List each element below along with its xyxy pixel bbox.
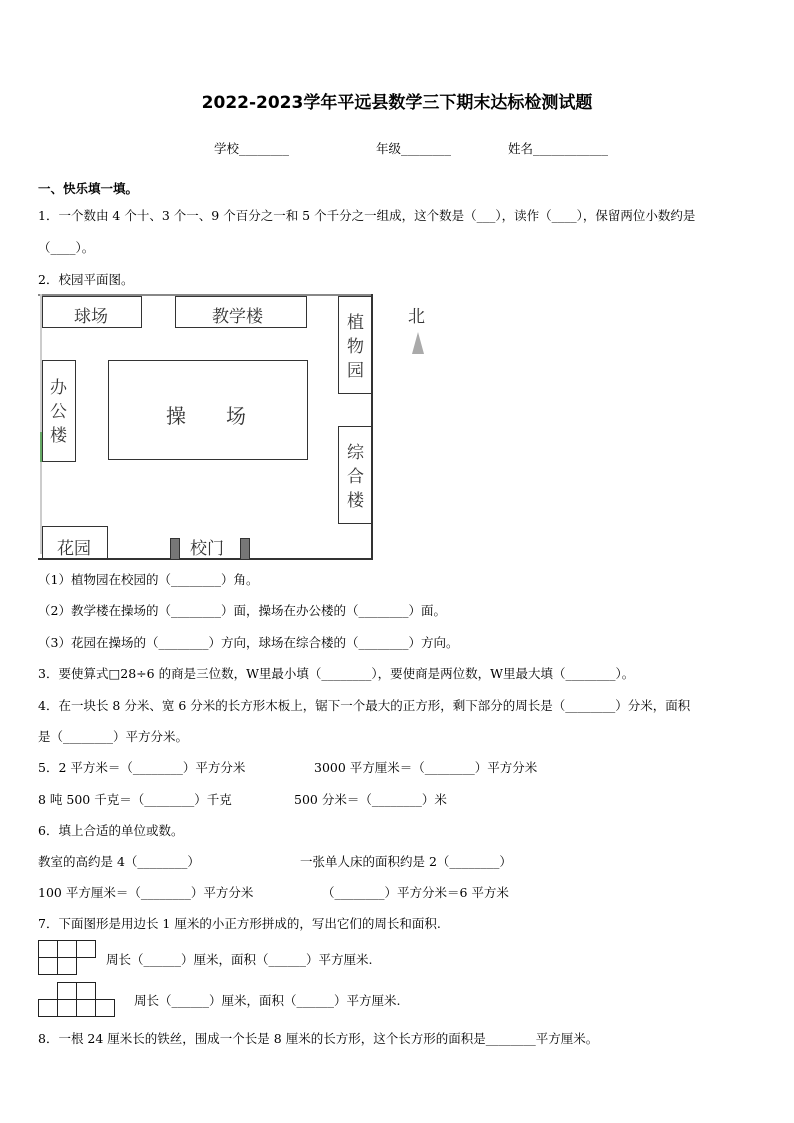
question-2-2: （2）教学楼在操场的（________）面，操场在办公楼的（________）面。 bbox=[38, 603, 446, 618]
question-5-c: 8 吨 500 千克＝（________）千克 bbox=[38, 792, 232, 807]
question-3: 3．要使算式□28÷6 的商是三位数，W里最小填（________），要使商是两位数，W里最大填（________）。 bbox=[38, 666, 635, 681]
question-8: 8．一根 24 厘米长的铁丝，围成一个长是 8 厘米的长方形，这个长方形的面积是________平方厘米。 bbox=[38, 1031, 599, 1046]
school-field: 学校________ bbox=[214, 141, 290, 156]
question-6-b: 一张单人床的面积约是 2（________） bbox=[300, 854, 512, 869]
question-4-line-1: 4．在一块长 8 分米、宽 6 分米的长方形木板上，锯下一个最大的正方形，剩下部分的周长是（________）分米，面积 bbox=[38, 698, 691, 713]
question-6-c: 100 平方厘米＝（________）平方分米 bbox=[38, 885, 254, 900]
north-label: 北 bbox=[408, 307, 425, 327]
grade-field: 年级________ bbox=[376, 141, 452, 156]
court-label: 球场 bbox=[74, 307, 108, 327]
question-5-b: 3000 平方厘米＝（________）平方分米 bbox=[314, 760, 538, 775]
playground-label: 操 场 bbox=[166, 404, 246, 428]
teaching-building-label: 教学楼 bbox=[212, 307, 263, 327]
campus-map bbox=[38, 294, 448, 562]
question-6: 6．填上合适的单位或数。 bbox=[38, 823, 184, 838]
gate-label: 校门 bbox=[190, 539, 224, 559]
question-6-d: （________）平方分米＝6 平方米 bbox=[322, 885, 509, 900]
page-title: 2022-2023学年平远县数学三下期末达标检测试题 bbox=[201, 93, 593, 113]
botanical-garden-label: 植物园 bbox=[347, 313, 364, 381]
gate-post-left bbox=[170, 538, 180, 560]
question-6-a: 教室的高约是 4（________） bbox=[38, 854, 200, 869]
question-7-b: 周长（______）厘米，面积（______）平方厘米. bbox=[134, 993, 401, 1008]
office-building-label: 办公楼 bbox=[50, 378, 67, 446]
question-5-d: 500 分米＝（________）米 bbox=[294, 792, 447, 807]
question-7: 7．下面图形是用边长 1 厘米的小正方形拼成的，写出它们的周长和面积. bbox=[38, 916, 441, 931]
question-4-line-2: 是（________）平方分米。 bbox=[38, 729, 189, 744]
name-field: 姓名____________ bbox=[508, 141, 609, 156]
section-heading: 一、快乐填一填。 bbox=[38, 181, 139, 196]
north-arrow-icon bbox=[412, 332, 424, 354]
question-7-a: 周长（______）厘米，面积（______）平方厘米. bbox=[106, 952, 373, 967]
complex-building-label: 综合楼 bbox=[347, 443, 364, 511]
question-1-line-1: 1．一个数由 4 个十、3 个一、9 个百分之一和 5 个千分之一组成，这个数是（___），读作（____），保留两位小数约是 bbox=[38, 208, 696, 223]
question-5-a: 5．2 平方米＝（________）平方分米 bbox=[38, 760, 246, 775]
question-2: 2．校园平面图。 bbox=[38, 272, 134, 287]
garden-label: 花园 bbox=[57, 539, 91, 559]
question-2-3: （3）花园在操场的（________）方向，球场在综合楼的（________）方向。 bbox=[38, 635, 459, 650]
question-2-1: （1）植物园在校园的（________）角。 bbox=[38, 572, 259, 587]
gate-post-right bbox=[240, 538, 250, 560]
question-1-line-2: （____）。 bbox=[38, 240, 95, 255]
